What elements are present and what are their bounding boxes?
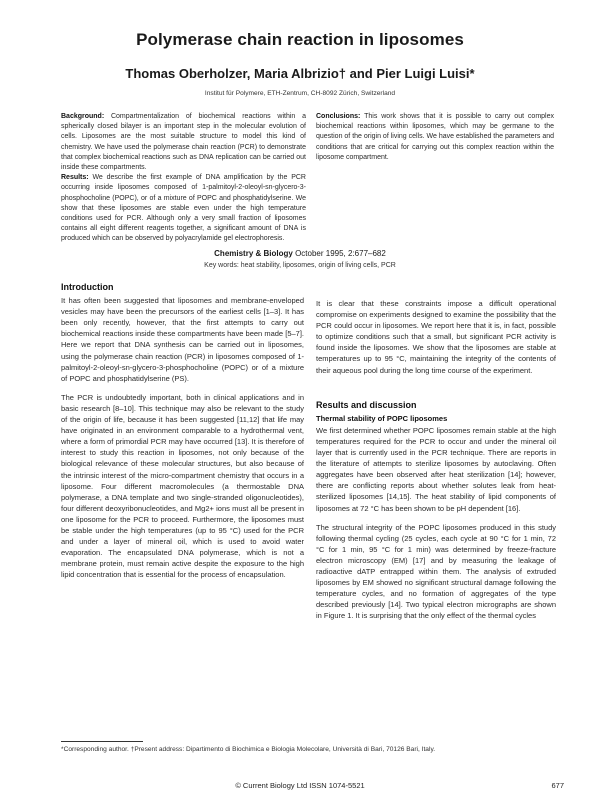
abstract-conclusions-text: This work shows that it is possible to carry out complex biochemical reactions within liposomes, which may be germane to the question of the origin of living cells. We have established the parameters and conditions that are critical for carrying out this complex reaction within the liposome compartment. <box>316 113 555 161</box>
journal-citation <box>0 249 600 258</box>
journal-name: Chemistry & Biology <box>214 249 293 258</box>
results-paragraph-2: The structural integrity of the POPC liposomes produced in this study following thermal cycling (25 cycles, each cycle at 90 °C for 1 min, 72 °C for 1 min, 95 °C for 1 min) was determined by freeze-fracture electron microscopy (EM) [17] and by measuring the leakage of radioactive dATP entrapped within them. The analysis of extruded liposomes by EM showed no significant structural damage following the temperature cycles, and no formation of aggregates of the type described previously [14]. Two typical electron micrographs are shown in Figure 1. It is surprising that the only effect of the thermal cycles <box>316 522 556 621</box>
abstract-left-column <box>61 112 306 245</box>
results-subheading: Thermal stability of POPC liposomes <box>316 413 448 423</box>
keywords-text: heat stability, liposomes, origin of living cells, PCR <box>240 262 396 269</box>
footnote: *Corresponding author. †Present address: Dipartimento di Biochimica e Biologia Molecolare, Università di Bari, 70126 Bari, Italy. <box>61 746 436 753</box>
keywords-label: Key words: <box>204 262 239 269</box>
intro-paragraph-2: The PCR is undoubtedly important, both in clinical applications and in basic research [8–10]. This technique may also be relevant to the study of the origin of life, because it has been suggested [11,12] that life may have originated in an environment comparable to a hydrothermal vent, where a form of primordial PCR may have occurred [13]. It is therefore of interest to study this reaction in liposomes, not only because of the biological relevance of these molecular structures, but also because of the intrinsic interest of the micro-compartment chemistry that occurs in a liposome. Four different macromolecules (a thermostable DNA polymerase, a DNA template and two single-stranded oligonucleotides), four different deoxyribonucleotides, and Mg2+ ions must all be present in one liposome for the PCR to proceed. Furthermore, the liposomes must be stable under the high temperatures (up to 95 °C) used for the PCR and under a layer of mineral oil, which is used to avoid water evaporation. The encapsulated DNA polymerase, which is not a membrane protein, must remain active despite the exposure to the high lipid concentration that is essential for the process of encapsulation. <box>61 392 304 580</box>
keywords-line <box>0 262 600 269</box>
footnote-rule <box>61 741 143 742</box>
page-number: 677 <box>551 781 564 790</box>
intro-paragraph-3: It is clear that these constraints impose a difficult operational compromise on experiments designed to examine the possibility that the PCR could occur in liposomes. We report here that it is, in fact, possible to optimize conditions such that a small, but significant PCR activity is found inside the liposomes. We show that the liposomes are stable at temperatures up to 95 °C, maintaining the integrity of the contents of their aqueous pool during the long time course of the experiment. <box>316 299 556 375</box>
author-list: Thomas Oberholzer, Maria Albrizio† and Pier Luigi Luisi* <box>125 66 475 81</box>
abstract-right-column <box>316 112 554 163</box>
body-right-column <box>316 298 556 629</box>
results-paragraph-1: We first determined whether POPC liposomes remain stable at the high temperatures required for the PCR to occur and under the mineral oil layer that is currently used in the PCR technique. There are reports in the literature of attempts to sterilize liposomes by autoclaving. Often aggregates have been observed after heat sterilization [14]; however, there are conflicting reports about whether solutes leak from heat-sterilized liposomes [14,15]. The heat stability of lipid components of liposomes at 72 °C has been shown to be pH dependent [16]. <box>316 425 556 513</box>
abstract-conclusions-label: Conclusions: <box>316 113 361 120</box>
abstract-background-label: Background: <box>61 113 105 120</box>
journal-pub-info: October 1995, 2:677–682 <box>295 249 386 258</box>
results-heading: Results and discussion <box>316 399 417 410</box>
introduction-heading: Introduction <box>61 282 114 292</box>
copyright-line: © Current Biology Ltd ISSN 1074-5521 <box>235 781 365 790</box>
affiliation: Institut für Polymere, ETH-Zentrum, CH-8092 Zürich, Switzerland <box>204 90 396 97</box>
body-left-column <box>61 282 304 588</box>
abstract-results-text: We describe the first example of DNA amplification by the PCR occurring inside liposomes composed of 1-palmitoyl-2-oleoyl-sn-glycero-3-phosphocholine (POPC), or of a mixture of POPC and phosphatidylserine. We show that these liposomes are stable even under the high temperature conditions used for PCR. Although only a very small fraction of liposomes contains all eight different reagents together, a significant amount of DNA is produced which can be observed by polyacrylamide gel electrophoresis. <box>61 174 306 243</box>
paper-title: Polymerase chain reaction in liposomes <box>136 30 464 49</box>
abstract-background-text: Compartmentalization of biochemical reactions within a spherically closed bilayer is an important step in the molecular evolution of cells. Liposomes are the most suitable structure to model this kind of chemistry. We have used the polymerase chain reaction (PCR) to demonstrate that complex biochemical reactions such as DNA replication can be carried out inside these compartments. <box>61 113 306 172</box>
abstract-results-label: Results: <box>61 174 89 182</box>
intro-paragraph-1: It has often been suggested that liposomes and membrane-enveloped vesicles may have been the precursors of the earliest cells [1–3]. It has been only recently, however, that the first attempts to carry out biochemical reactions inside these compartments have been made [5–7]. Here we report that DNA synthesis can be carried out in liposomes, using the polymerase chain reaction (PCR) in liposomes composed of 1-palmitoyl-2-oleoyl-sn-glycero-3-phosphocholine (POPC) or of a mixture of POPC and phosphatidylserine (PS). <box>61 296 304 383</box>
